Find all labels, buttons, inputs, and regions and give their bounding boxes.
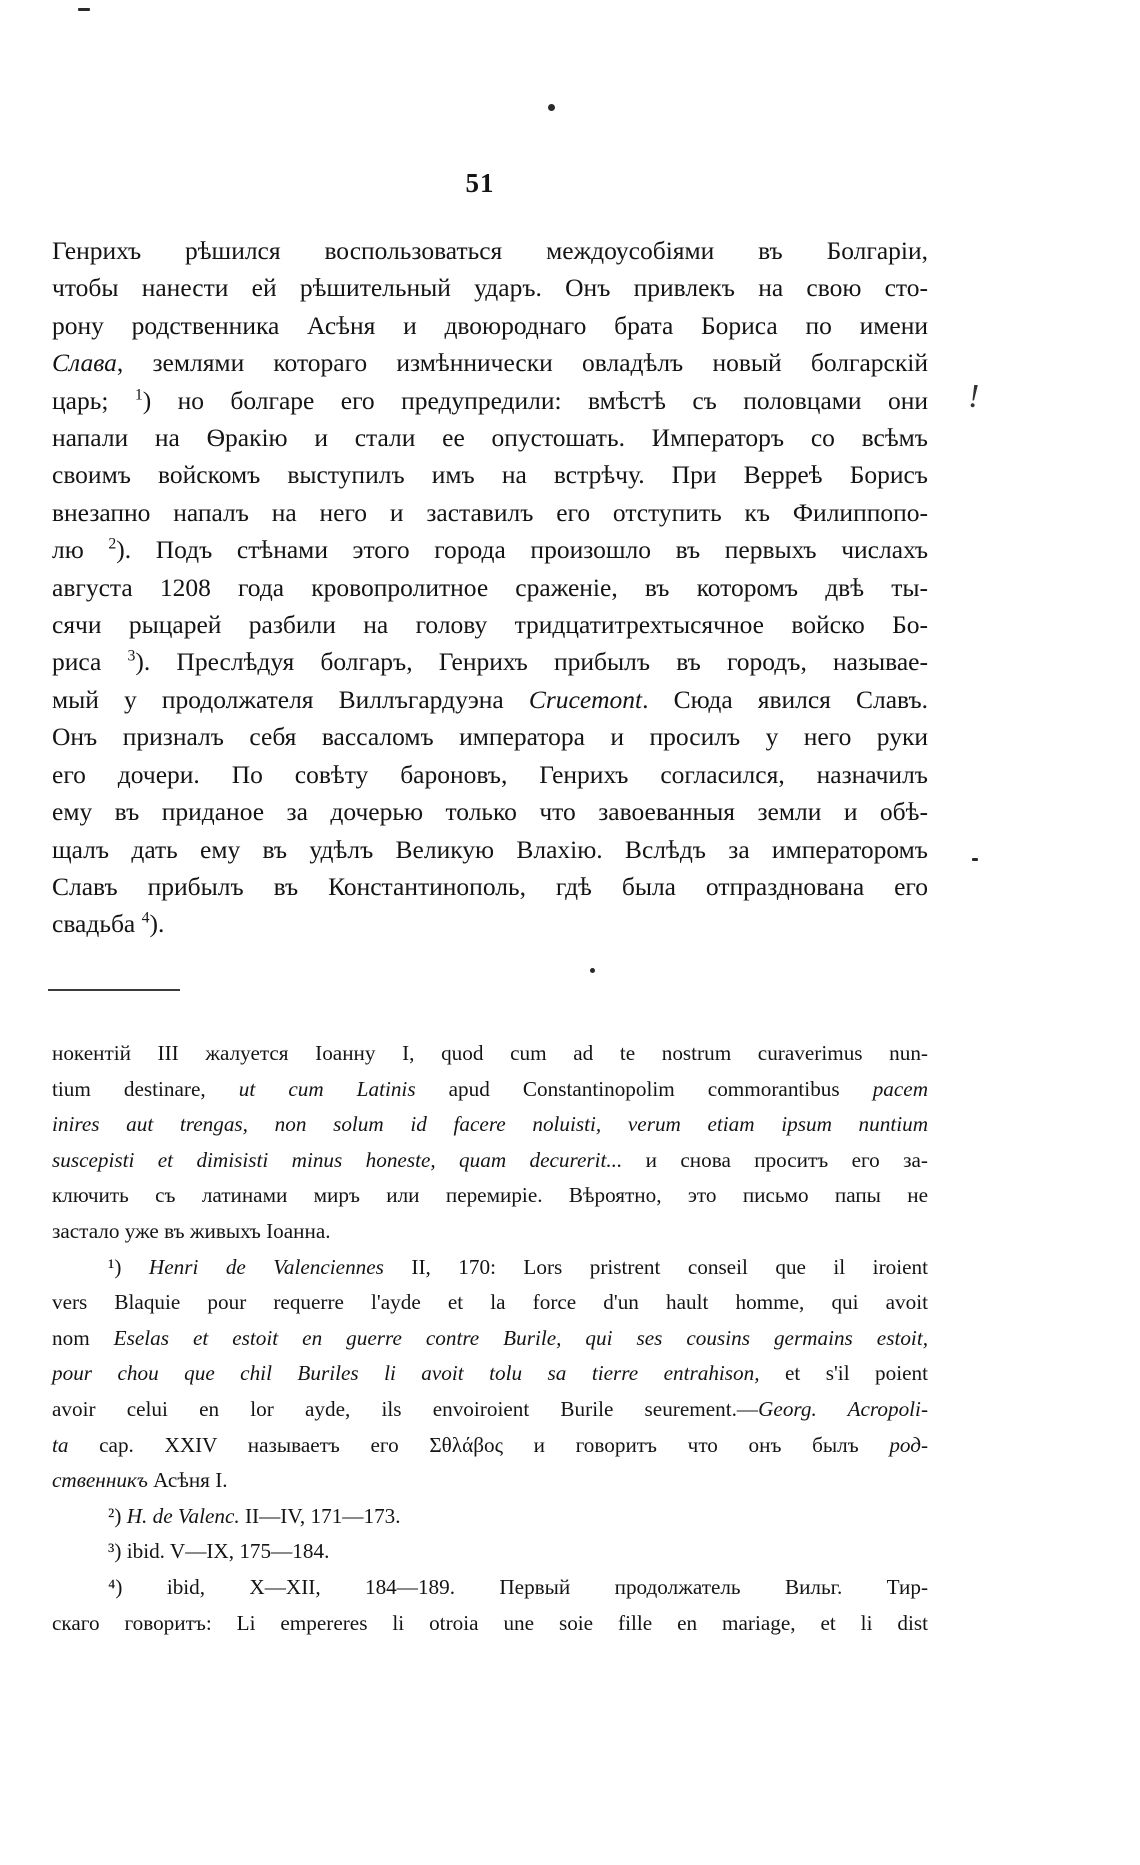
greek-fragment: Σθλάβος [429, 1432, 503, 1457]
text-fragment: и снова проситъ его за- [622, 1147, 928, 1172]
italic-name: Слава [52, 348, 117, 378]
footnote-line [52, 1428, 928, 1464]
text-line: щалъ дать ему въ удѣлъ Великую Влахію. Вслѣдъ за императоромъ [52, 834, 928, 864]
text-fragment: nom [52, 1325, 114, 1350]
italic-fragment: suscepisti et dimisisti minus honeste, quam decurerit... [52, 1147, 623, 1172]
text-line: августа 1208 года кровопролитное сраженіе, въ которомъ двѣ ты- [52, 572, 928, 602]
footnote-ref: 2 [108, 535, 117, 553]
italic-fragment: pour chou que chil Buriles li avoit tolu sa tierre entrahison, [52, 1361, 760, 1386]
footnote-line [52, 1072, 928, 1108]
italic-fragment: ственникъ [52, 1468, 148, 1493]
text-line: ему въ приданое за дочерью только что завоеванныя земли и обѣ- [52, 797, 928, 827]
text-line: Онъ призналъ себя вассаломъ императора и просилъ у него руки [52, 722, 928, 752]
page-number: 51 [465, 168, 495, 198]
italic-fragment: Georg. Acropoli- [758, 1396, 928, 1421]
text-fragment: ) но болгаре его предупредили: вмѣстѣ съ половцами они [142, 385, 928, 415]
main-body-text [52, 232, 928, 943]
footnote-line: скаго говоритъ: Li empereres li otroia une soie fille en mariage, et li dist [52, 1610, 928, 1635]
text-fragment: ). Подъ стѣнами этого города произошло въ первыхъ числахъ [116, 535, 928, 565]
footnote-line [52, 1463, 928, 1499]
footnote-line [52, 1392, 928, 1428]
text-fragment: риса [52, 647, 128, 677]
footnote-line: ключить съ латинами миръ или перемиріе. Вѣроятно, это письмо папы не [52, 1183, 928, 1208]
text-fragment: ibid. V—IX, 175—184. [126, 1539, 330, 1564]
italic-fragment: Eselas et estoit en guerre contre Burile, qui ses cousins germains estoit, [113, 1325, 928, 1350]
text-line [52, 643, 928, 680]
footnote-separator [48, 989, 180, 991]
text-line: сячи рыцарей разбили на голову тридцатитрехтысячное войско Бо- [52, 610, 928, 640]
text-line: внезапно напалъ на него и заставилъ его отступить къ Филиппопо- [52, 497, 928, 527]
footnote-continuation [52, 1036, 928, 1250]
text-fragment: , землями котораго измѣннически овладѣлъ новый болгарскій [116, 348, 928, 378]
footnote-line: vers Blaquie pour requerre l'ayde et la force d'un hault homme, qui avoit [52, 1290, 928, 1315]
footnote-1 [52, 1250, 928, 1499]
text-line [52, 531, 928, 568]
margin-pencil-mark: ǃ [968, 378, 980, 415]
italic-fragment: Henri de Valenciennes [148, 1254, 384, 1279]
text-line: рону родственника Асѣня и двоюроднаго брата Бориса по имени [52, 310, 928, 340]
text-line: Генрихъ рѣшился воспользоваться междоусобіями въ Болгаріи, [52, 236, 928, 265]
text-fragment: ). [149, 909, 165, 939]
footnote-line [52, 1499, 928, 1535]
footnote-3 [52, 1534, 928, 1570]
scan-speck [78, 8, 90, 11]
text-fragment: свадьба [52, 909, 142, 939]
text-fragment: ). Преслѣдуя болгаръ, Генрихъ прибылъ въ городъ, называе- [135, 647, 928, 677]
footnote-line [52, 1570, 928, 1606]
text-line: своимъ войскомъ выступилъ имъ на встрѣчу. При Верреѣ Борисъ [52, 460, 928, 490]
italic-place-name: Crucemont [528, 684, 643, 714]
footnote-marker: ³) [108, 1539, 122, 1564]
italic-fragment: род- [889, 1432, 929, 1457]
text-fragment: avoir celui en lor ayde, ils envoiroient Burile seurement.— [52, 1396, 759, 1421]
text-line: напали на Ѳракію и стали ее опустошать. Императоръ со всѣмъ [52, 423, 928, 453]
text-fragment: II—IV, 171—173. [239, 1503, 401, 1528]
text-fragment: et s'il poient [759, 1361, 928, 1386]
footnote-line: нокентій III жалуется Іоанну I, quod cum ad te nostrum curaverimus nun- [52, 1041, 928, 1065]
italic-fragment: ta [52, 1432, 69, 1457]
footnote-line [52, 1356, 928, 1392]
text-fragment: apud Constantinopolim commorantibus [415, 1076, 873, 1101]
scan-speck [972, 858, 978, 861]
text-fragment: cap. XXIV называетъ его [68, 1432, 430, 1457]
footnote-line [52, 1534, 928, 1570]
text-fragment: царь; [52, 385, 135, 415]
footnote-ref: 3 [127, 647, 136, 665]
text-fragment: лю [52, 535, 109, 565]
text-line: Славъ прибылъ въ Константинополь, гдѣ была отпразднована его [52, 871, 928, 901]
footnote-line [52, 1250, 928, 1286]
footnote-ref: 4 [141, 909, 150, 927]
footnote-ref: 1 [134, 386, 143, 404]
footnote-line [52, 1321, 928, 1357]
text-fragment: ibid, X—XII, 184—189. Первый продолжатель Вильг. Тир- [166, 1574, 929, 1599]
text-line: его дочери. По совѣту бароновъ, Генрихъ согласился, назначилъ [52, 759, 928, 789]
text-fragment: . Сюда явился Славъ. [642, 684, 929, 714]
text-line: чтобы нанести ей рѣшительный ударъ. Онъ привлекъ на свою сто- [52, 273, 928, 303]
text-fragment: Асѣня I. [147, 1468, 228, 1493]
text-line [52, 905, 928, 942]
scan-speck [590, 968, 595, 973]
text-fragment: II, 170: Lors pristrent conseil que il iroient [383, 1254, 928, 1279]
footnote-marker: ²) [108, 1503, 122, 1528]
text-fragment: tium destinare, [52, 1076, 239, 1101]
italic-fragment: H. de Valenc. [126, 1503, 240, 1528]
footnote-line: inires aut trengas, non solum id facere noluisti, verum etiam ipsum nuntium [52, 1112, 928, 1137]
italic-fragment: ut cum Latinis [238, 1076, 416, 1101]
text-fragment: и говоритъ что онъ былъ [502, 1432, 890, 1457]
italic-fragment: pacem [872, 1076, 928, 1101]
footnote-4 [52, 1570, 928, 1641]
footnote-line [52, 1143, 928, 1179]
footnote-2 [52, 1499, 928, 1535]
footnotes-section [52, 1036, 928, 1641]
footnote-marker: ⁴) [108, 1574, 123, 1599]
footnote-line: застало уже въ живыхъ Іоанна. [52, 1218, 331, 1243]
text-line [52, 382, 928, 419]
footnote-marker: ¹) [108, 1254, 122, 1279]
text-fragment: мый у продолжателя Виллъгардуэна [52, 684, 529, 714]
scan-speck [548, 104, 555, 111]
text-line [52, 344, 928, 381]
text-line [52, 681, 928, 718]
